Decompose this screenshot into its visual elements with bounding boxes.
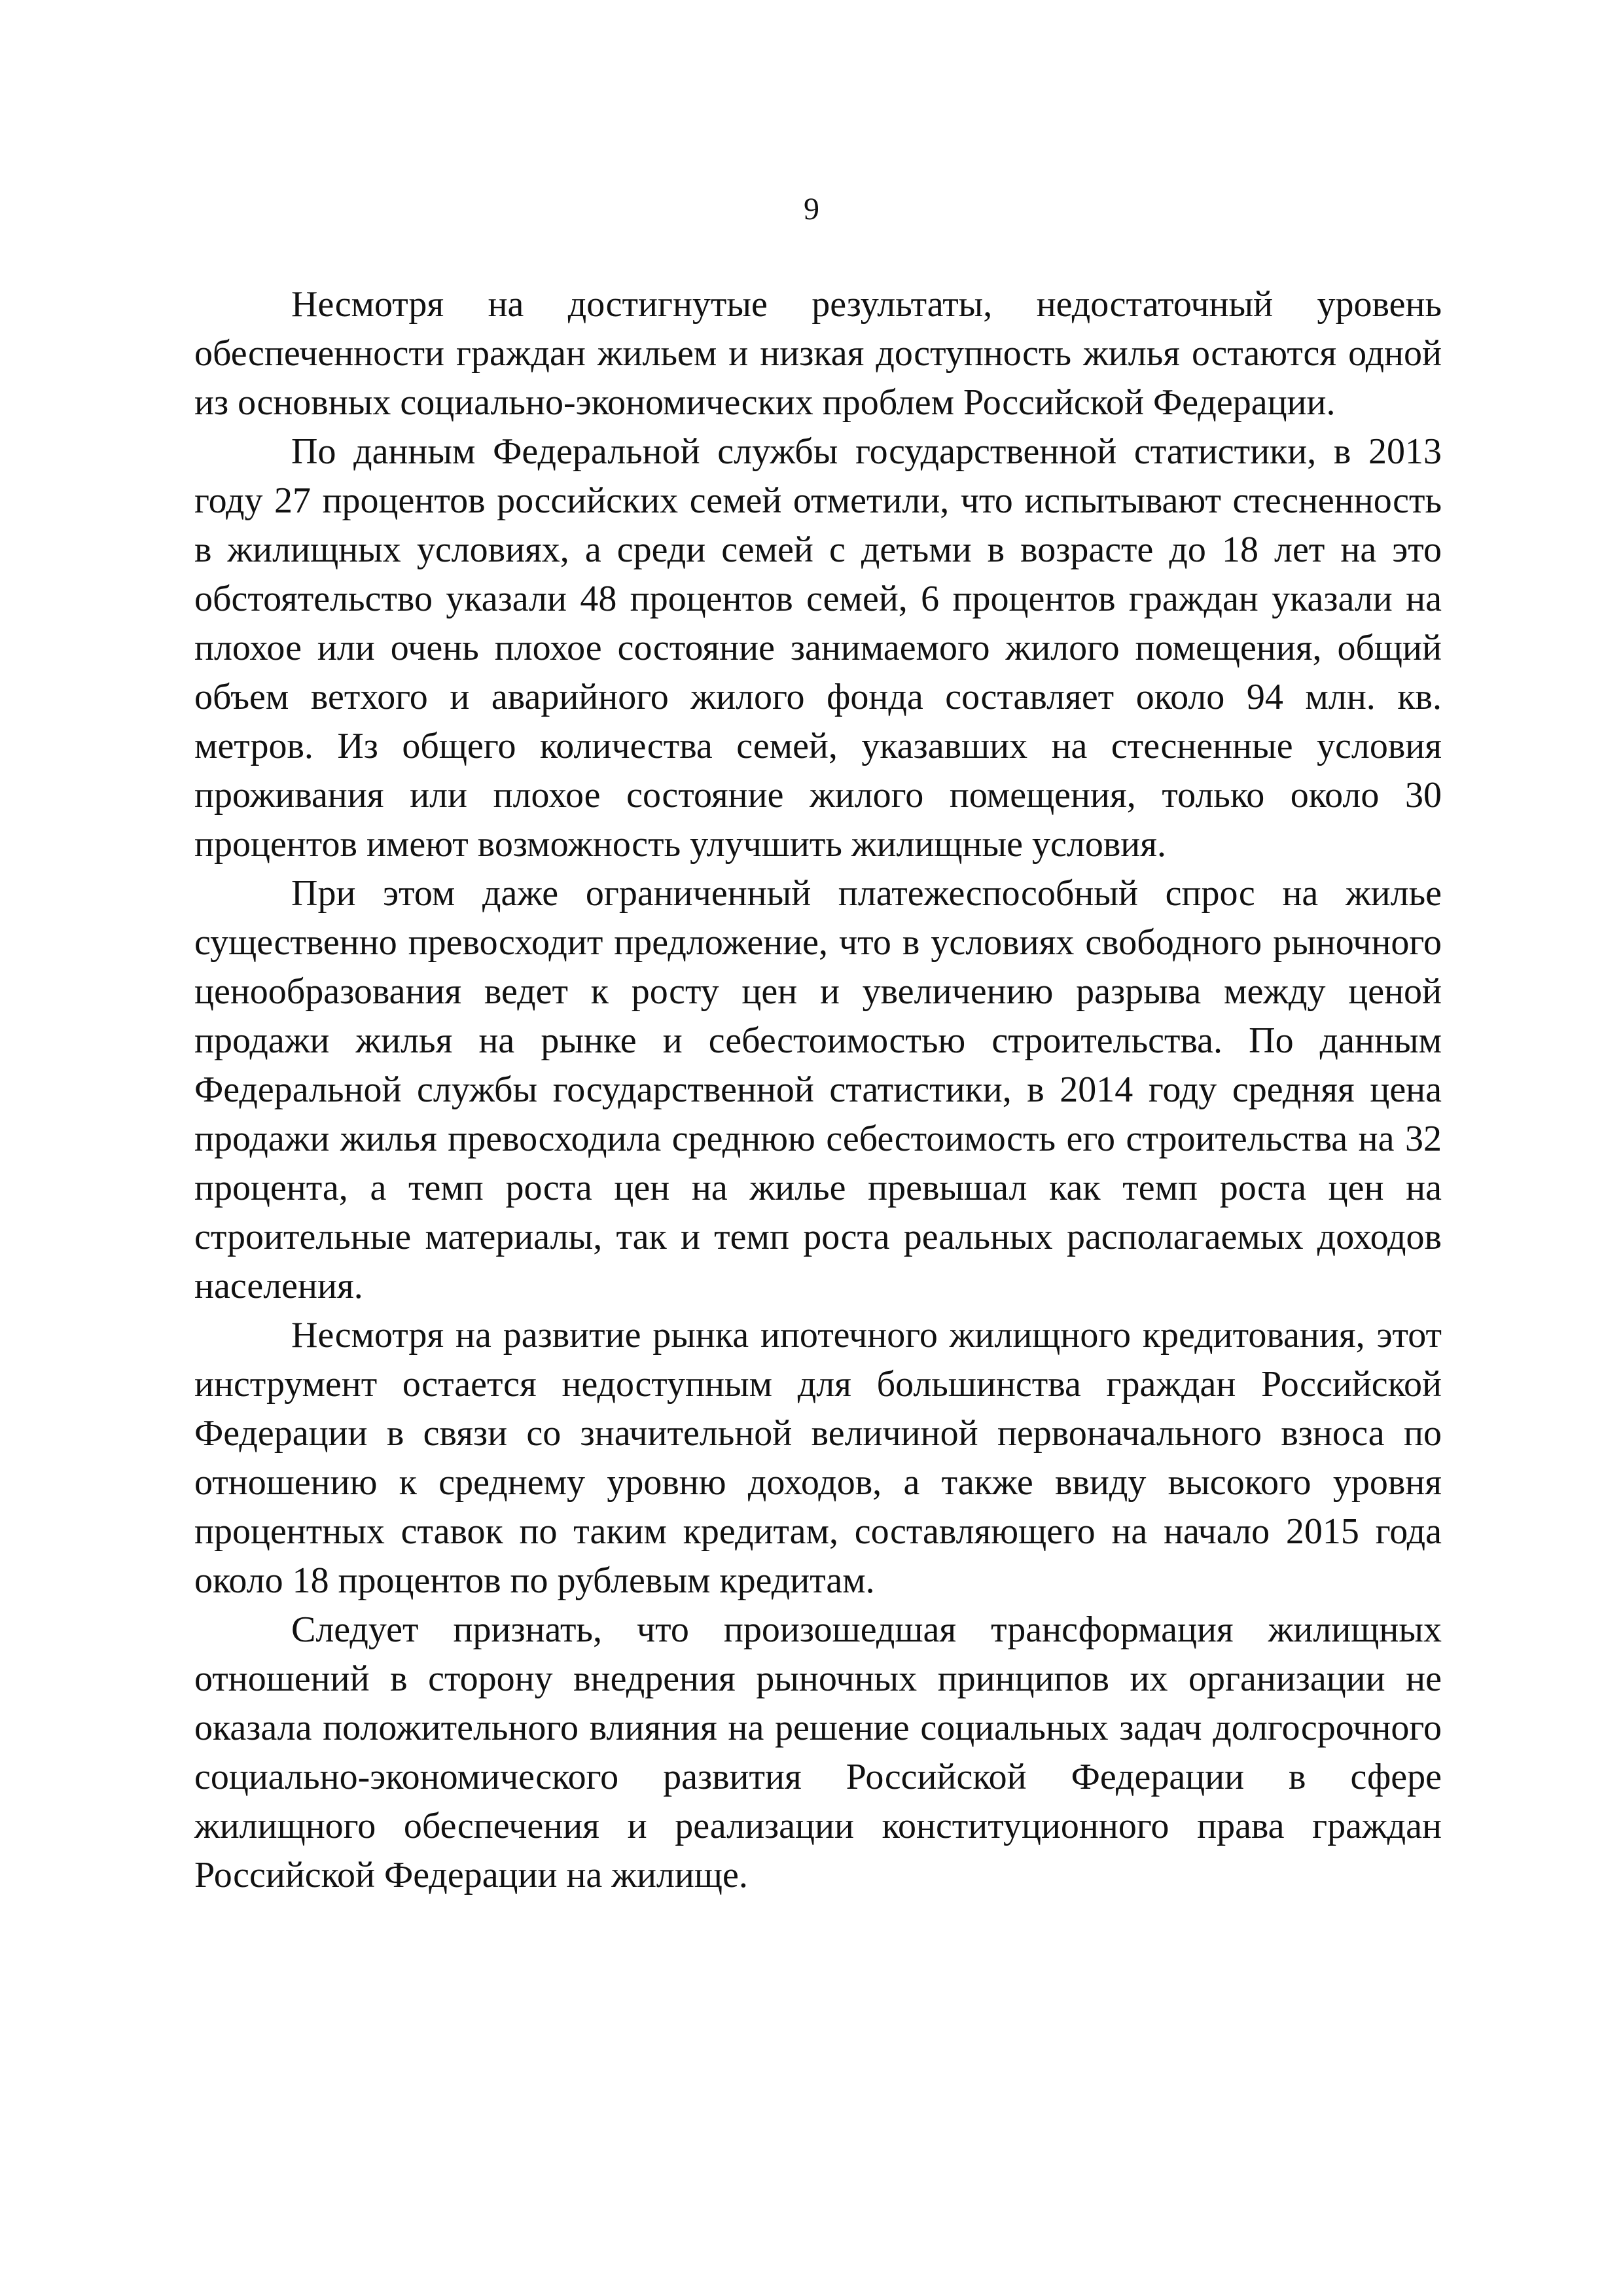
paragraph-5: Следует признать, что произошедшая трансформация жилищных отношений в сторону внедрения рыночных принципов их организации не оказала положительного влияния на решение социальных задач долгосрочного социально-экономического развития Российской Федерации в сфере жилищного обеспечения и реализации конституционного права граждан Российской Федерации на жилище.: [194, 1609, 1442, 1895]
paragraph-1: Несмотря на достигнутые результаты, недостаточный уровень обеспеченности граждан жильем и низкая доступность жилья остаются одной из основных социально-экономических проблем Российской Федерации.: [194, 284, 1442, 423]
document-body: [194, 280, 1442, 1900]
paragraph-4: Несмотря на развитие рынка ипотечного жилищного кредитования, этот инструмент остается недоступным для большинства граждан Российской Федерации в связи со значительной величиной первоначального взноса по отношению к среднему уровню доходов, а также ввиду высокого уровня процентных ставок по таким кредитам, составляющего на начало 2015 года около 18 процентов по рублевым кредитам.: [194, 1315, 1442, 1601]
paragraph-2: По данным Федеральной службы государственной статистики, в 2013 году 27 процентов российских семей отметили, что испытывают стесненность в жилищных условиях, а среди семей с детьми в возрасте до 18 лет на это обстоятельство указали 48 процентов семей, 6 процентов граждан указали на плохое или очень плохое состояние занимаемого жилого помещения, общий объем ветхого и аварийного жилого фонда составляет около 94 млн. кв. метров. Из общего количества семей, указавших на стесненные условия проживания или плохое состояние жилого помещения, только около 30 процентов имеют возможность улучшить жилищные условия.: [194, 431, 1442, 865]
page-number: 9: [804, 192, 819, 226]
paragraph-3: При этом даже ограниченный платежеспособный спрос на жилье существенно превосходит предложение, что в условиях свободного рыночного ценообразования ведет к росту цен и увеличению разрыва между ценой продажи жилья на рынке и себестоимостью строительства. По данным Федеральной службы государственной статистики, в 2014 году средняя цена продажи жилья превосходила среднюю себестоимость его строительства на 32 процента, а темп роста цен на жилье превышал как темп роста цен на строительные материалы, так и темп роста реальных располагаемых доходов населения.: [194, 873, 1442, 1306]
